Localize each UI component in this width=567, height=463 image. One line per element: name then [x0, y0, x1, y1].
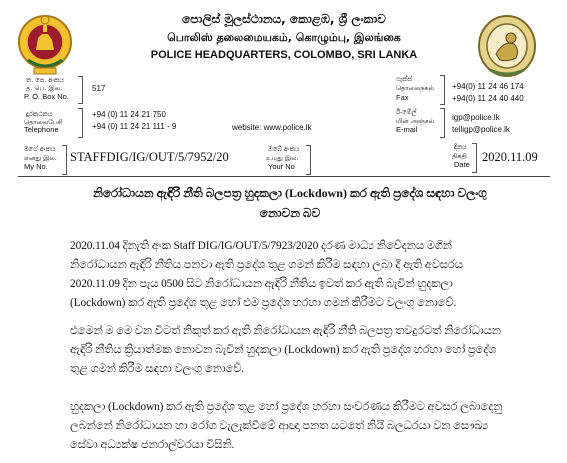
header-title-english: POLICE HEADQUARTERS, COLOMBO, SRI LANKA [150, 49, 418, 61]
paragraph-2-line: එමෙන් ම මෙ වන විටත් නිකුත් කර ඇති නිරෝධායන ඇඳිරි නීති බලපත්‍ර තවදුරටත් නිරෝධායන [70, 325, 501, 337]
your-no-label-en: Your No [268, 162, 295, 171]
paragraph-3 [70, 398, 548, 455]
fax-label-ta: தொலைநகல் [396, 84, 434, 92]
email-label-si: ඊ-මේල් [396, 108, 417, 116]
fax-label-si: ෆැක්ස් [396, 75, 413, 83]
header-title-sinhala: පොලිස් මූලස්ථානය, කොළඹ, ශ්‍රී ලංකාව [182, 12, 386, 26]
police-crest-icon [474, 10, 540, 80]
date-value: 2020.11.09 [482, 150, 538, 164]
paragraph-1-line: 2020.11.04 දිනැති අංක Staff DIG/IG/OUT/5/7923/2020 දරණ මාධ්‍ය නිවේදනය මගින් [70, 240, 452, 252]
date-brace [472, 143, 477, 173]
website-link[interactable]: website: www.police.lk [232, 123, 312, 132]
fax-brace [440, 75, 445, 105]
date-label-si: දිනය [454, 143, 467, 151]
header-title-tamil: பொலிஸ் தலைமையகம், கொழும்பு, இலங்கை [167, 31, 401, 44]
my-no-value: STAFFDIG/IG/OUT/5/7952/20 [70, 150, 229, 164]
paragraph-2 [70, 322, 548, 379]
header-divider [18, 176, 550, 177]
your-no-brace [306, 145, 311, 175]
tel-value-1: +94 (0) 11 24 21 750 [92, 110, 166, 119]
my-no-brace [62, 145, 67, 175]
pobox-brace [78, 76, 83, 104]
pobox-label-en: P. O. Box No. [24, 92, 69, 101]
email-value-1[interactable]: igp@police.lk [452, 113, 500, 122]
email-label-ta: மின் அஞ்சல் [396, 117, 434, 125]
email-brace [440, 108, 445, 138]
my-no-label-ta: எனது இல. [24, 154, 57, 162]
date-label-ta: திகதி [452, 152, 467, 160]
notice-heading-line1: නිරෝධායන ඇඳිරි නීති බලපත්‍ර හුදකලා (Lockdown) කර ඇති ප්‍රදේශ සඳහා වලංගු [93, 186, 487, 200]
paragraph-1 [70, 237, 548, 313]
email-value-2[interactable]: telligp@police.lk [452, 125, 510, 134]
tel-value-2: +94 (0) 11 24 21 111 - 9 [92, 122, 177, 131]
paragraph-3-line: සේවා අධ්‍යක්ෂ ජනරාල්වරයා විසිනි. [70, 439, 235, 451]
paragraph-1-line: (Lockdown) කර ඇති ප්‍රදේශ තුළ හෝ එම ප්‍රදේශ හරහා ගමන් කිරීමට වලංගු නොවේ. [70, 297, 457, 309]
fax-value-1: +94(0) 11 24 46 174 [452, 82, 524, 91]
tel-label-en: Telephone [24, 125, 59, 134]
pobox-label-ta: த. பெ. இல. [26, 84, 63, 92]
pobox-value: 517 [92, 84, 106, 93]
paragraph-2-line: ඇඳිරි නීතිය ක්‍රියාත්මක නොවන බැවින් හුදකලා (Lockdown) කර ඇති ප්‍රදේශ හරහා හෝ ප්‍රදේශ [70, 344, 497, 356]
paragraph-1-line: 2020.11.09 දින පැය 0500 සිට නිරෝධායන ඇඳිරි නීතිය ඉවත් කර ඇති බැවින් හුදකලා [70, 278, 453, 290]
fax-value-2: +94(0) 11 24 40 440 [452, 94, 524, 103]
paragraph-1-line: නිරෝධායන ඇඳිරි නීතිය පනවා ඇති ප්‍රදේශ තුළ ගමන් කිරීම සඳහා ලබා දී ඇති අවසරය [70, 259, 463, 271]
email-label-en: E-mail [396, 125, 418, 134]
date-label-en: Date [454, 160, 470, 169]
paragraph-3-line: ලබන්නේ නිරෝධායන හා රෝග වැලැක්වීමේ ආඥා පනත යටතේ නියි බලධරයා වන සෞඛ්‍ය [70, 420, 488, 432]
notice-heading-line2: නොවන බව [259, 206, 321, 220]
tel-label-si: දුරකථනය [26, 110, 53, 118]
tel-brace [78, 108, 83, 138]
pobox-label-si: ත. පෙ. අංකය [26, 76, 64, 84]
my-no-label-si: මගේ අංකය [24, 145, 56, 153]
your-no-label-ta: உமது இல. [266, 154, 299, 162]
sri-lanka-emblem-icon [14, 10, 76, 80]
tel-label-ta: தொலைபேசி [24, 118, 63, 126]
paragraph-3-line: හුදකලා (Lockdown) කර ඇති ප්‍රදේශ තුළ හෝ ප්‍රදේශ හරහා සංචරණය කිරීමට අවසර ලබාදෙනු [70, 401, 503, 413]
paragraph-2-line: තුළ ගමන් කිරීම සඳහා වලංගු නොවේ. [70, 363, 245, 375]
my-no-label-en: My No. [24, 162, 48, 171]
your-no-label-si: ඔබේ අංකය [268, 145, 300, 153]
fax-label-en: Fax [396, 93, 409, 102]
